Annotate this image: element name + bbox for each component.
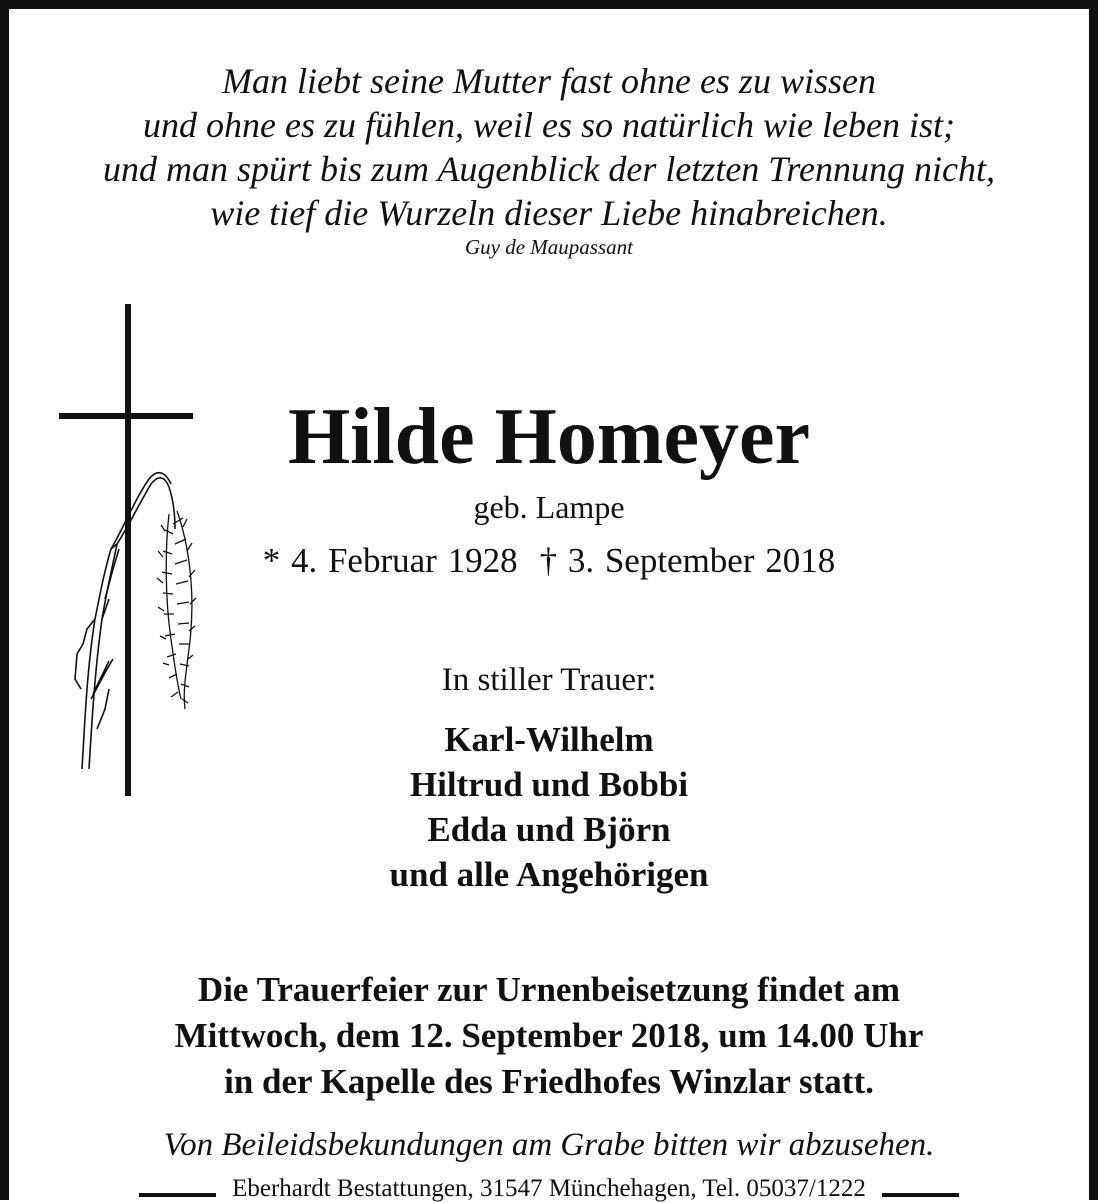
- mourner-name: Hiltrud und Bobbi: [409, 765, 689, 804]
- death-date: † 3. September 2018: [539, 541, 836, 580]
- mourner-name: Edda und Björn: [427, 810, 671, 849]
- quote-line: Man liebt seine Mutter fast ohne es zu wissen: [222, 61, 876, 101]
- mourner-name: Karl-Wilhelm: [444, 720, 654, 759]
- ceremony-line: Die Trauerfeier zur Urnenbeisetzung findet am: [197, 970, 901, 1009]
- quote-line: und ohne es zu fühlen, weil es so natürlich wie leben ist;: [143, 105, 955, 145]
- quote-line: wie tief die Wurzeln dieser Liebe hinabreichen.: [210, 193, 888, 233]
- closing-request: Von Beileidsbekundungen am Grabe bitten wir abzusehen.: [163, 1127, 935, 1163]
- maiden-name: geb. Lampe: [473, 489, 625, 525]
- footer: [9, 1175, 1089, 1203]
- birth-date: * 4. Februar 1928: [262, 541, 518, 580]
- life-dates: [9, 541, 1089, 581]
- ceremony-line: Mittwoch, dem 12. September 2018, um 14.00 Uhr: [174, 1016, 924, 1055]
- ceremony-line: in der Kapelle des Friedhofes Winzlar statt.: [224, 1062, 874, 1101]
- quote-author: Guy de Maupassant: [465, 235, 633, 259]
- quote-line: und man spürt bis zum Augenblick der letzten Trennung nicht,: [103, 149, 995, 189]
- mourning-intro: In stiller Trauer:: [441, 662, 657, 698]
- funeral-home-info: Eberhardt Bestattungen, 31547 Münchehagen, Tel. 05037/1222: [216, 1175, 882, 1202]
- mourner-name: und alle Angehörigen: [389, 855, 709, 894]
- ceremony-info: [9, 967, 1089, 1105]
- mourners-list: [9, 717, 1089, 897]
- deceased-name: Hilde Homeyer: [287, 393, 811, 481]
- quote: [9, 59, 1089, 235]
